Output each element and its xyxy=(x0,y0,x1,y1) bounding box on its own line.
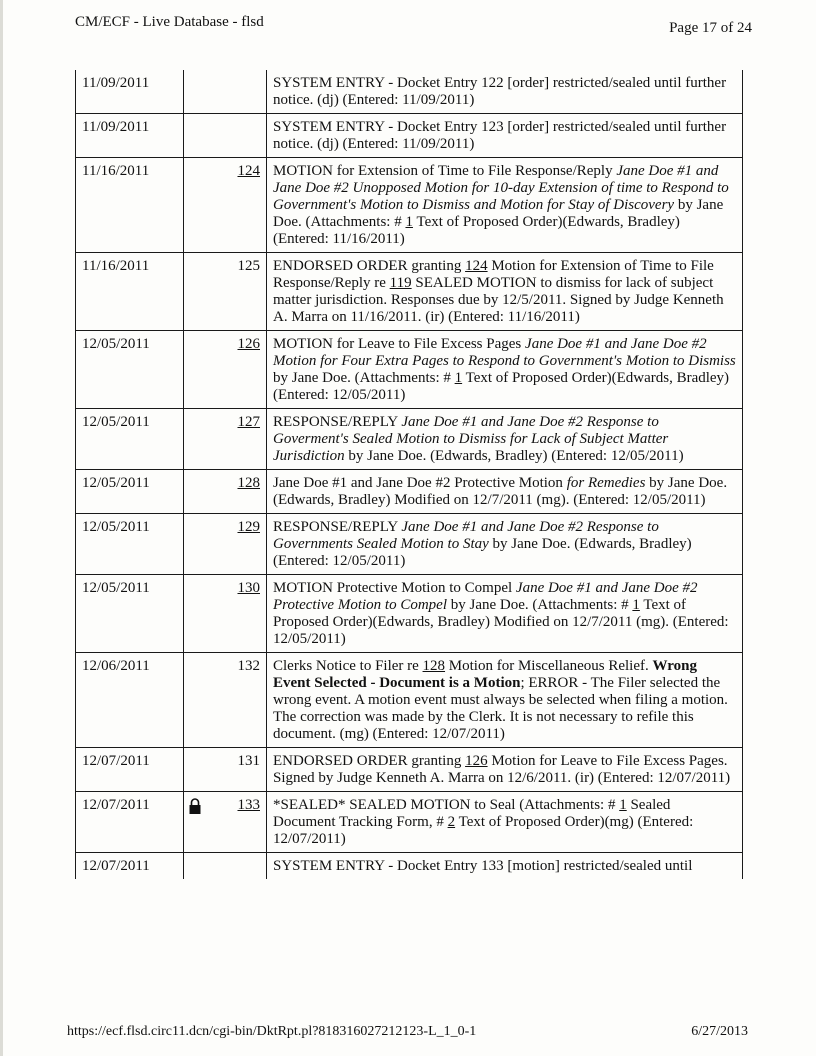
docket-number[interactable]: 130 xyxy=(237,580,260,596)
docket-row xyxy=(76,653,743,748)
docket-number-cell xyxy=(184,792,267,853)
docket-link[interactable]: 1 xyxy=(632,597,640,613)
docket-text-segment: RESPONSE/REPLY xyxy=(273,414,402,430)
docket-number-cell xyxy=(184,575,267,653)
footer-date: 6/27/2013 xyxy=(691,1024,748,1039)
docket-link[interactable]: 119 xyxy=(389,275,412,291)
header-title: CM/ECF - Live Database - flsd xyxy=(75,14,264,30)
docket-link[interactable]: 1 xyxy=(405,214,413,230)
docket-number[interactable]: 126 xyxy=(237,336,260,352)
docket-number: 125 xyxy=(237,258,260,274)
docket-date: 12/05/2011 xyxy=(76,514,184,575)
docket-text-italic: Jane Doe #1 and Jane Doe #2 Motion for Four Extra Pages to Respond to Government's Motion to Dismiss xyxy=(273,336,736,369)
docket-row xyxy=(76,575,743,653)
docket-date: 12/07/2011 xyxy=(76,792,184,853)
docket-text-italic: Jane Doe #1 and Jane Doe #2 Response to Governments Sealed Motion to Stay xyxy=(273,519,659,552)
docket-text xyxy=(267,853,743,880)
docket-text-segment: by Jane Doe. (Attachments: # xyxy=(273,197,724,230)
docket-text-segment: RESPONSE/REPLY xyxy=(273,519,402,535)
docket-row xyxy=(76,470,743,514)
docket-number-cell xyxy=(184,470,267,514)
docket-text xyxy=(267,514,743,575)
docket-row xyxy=(76,114,743,158)
docket-text-segment: Text of Proposed Order)(Edwards, Bradley) (Entered: 12/05/2011) xyxy=(273,370,730,403)
docket-text xyxy=(267,253,743,331)
docket-date: 12/05/2011 xyxy=(76,470,184,514)
docket-text-segment: Motion for Leave to File Excess Pages. Signed by Judge Kenneth A. Marra on 12/6/2011. (ir) (Entered: 12/07/2011) xyxy=(273,753,731,786)
docket-number-cell xyxy=(184,158,267,253)
docket-text-segment: MOTION for Leave to File Excess Pages xyxy=(273,336,526,352)
docket-link[interactable]: 124 xyxy=(465,258,488,274)
docket-text-segment: *SEALED* SEALED MOTION to Seal (Attachments: # xyxy=(273,797,620,813)
docket-text xyxy=(267,470,743,514)
docket-number-cell xyxy=(184,70,267,114)
docket-text-segment: SYSTEM ENTRY - Docket Entry 123 [order] restricted/sealed until further notice. (dj) (Entered: 11/09/2011) xyxy=(273,119,727,152)
docket-text xyxy=(267,331,743,409)
docket-row xyxy=(76,409,743,470)
docket-number-cell xyxy=(184,514,267,575)
docket-text-segment: Text of Proposed Order)(mg) (Entered: 12/07/2011) xyxy=(273,814,694,847)
docket-link[interactable]: 128 xyxy=(422,658,446,674)
docket-date: 12/05/2011 xyxy=(76,331,184,409)
docket-date: 12/05/2011 xyxy=(76,409,184,470)
docket-text xyxy=(267,748,743,792)
docket-number-cell xyxy=(184,331,267,409)
docket-text-segment: Jane Doe #1 and Jane Doe #2 Protective Motion xyxy=(273,475,567,491)
docket-text-segment: by Jane Doe. (Edwards, Bradley) Modified on 12/7/2011 (mg). (Entered: 12/05/2011) xyxy=(273,475,728,508)
docket-date: 12/05/2011 xyxy=(76,575,184,653)
docket-text xyxy=(267,792,743,853)
docket-number-cell xyxy=(184,253,267,331)
docket-date: 11/16/2011 xyxy=(76,253,184,331)
docket-link[interactable]: 1 xyxy=(454,370,463,386)
docket-row xyxy=(76,253,743,331)
docket-row xyxy=(76,158,743,253)
footer-url: https://ecf.flsd.circ11.dcn/cgi-bin/DktRpt.pl?818316027212123-L_1_0-1 xyxy=(67,1024,477,1039)
docket-text xyxy=(267,575,743,653)
docket-link[interactable]: 126 xyxy=(465,753,488,769)
docket-text-segment: Text of Proposed Order)(Edwards, Bradley) (Entered: 11/16/2011) xyxy=(273,214,680,247)
docket-text xyxy=(267,409,743,470)
docket-number: 132 xyxy=(237,658,260,674)
docket-text-segment: Motion for Extension of Time to File Response/Reply re xyxy=(273,258,714,291)
docket-text-segment: ENDORSED ORDER granting xyxy=(273,258,466,274)
docket-number-cell xyxy=(184,853,267,880)
docket-number[interactable]: 129 xyxy=(237,519,260,535)
docket-row xyxy=(76,70,743,114)
docket-number-cell xyxy=(184,409,267,470)
docket-date: 11/09/2011 xyxy=(76,114,184,158)
docket-text-bold: Wrong Event Selected - Document is a Motion xyxy=(273,658,697,691)
docket-row xyxy=(76,792,743,853)
docket-text-italic: for Remedies xyxy=(566,475,646,491)
docket-date: 12/06/2011 xyxy=(76,653,184,748)
docket-link[interactable]: 1 xyxy=(619,797,627,813)
docket-number-cell xyxy=(184,114,267,158)
docket-text-segment: ; ERROR - The Filer selected the wrong event. A motion event must always be selected when filing a motion. The correction was made by the Clerk. It is not necessary to refile this document. (mg) (Entered: 12/07/2011) xyxy=(273,675,728,742)
docket-text-italic: Jane Doe #1 and Jane Doe #2 Unopposed Motion for 10-day Extension of time to Respond to Government's Motion to Dismiss and Motion for Stay of Discovery xyxy=(273,163,729,213)
docket-date: 11/09/2011 xyxy=(76,70,184,114)
docket-date: 11/16/2011 xyxy=(76,158,184,253)
docket-row xyxy=(76,853,743,880)
docket-text-segment: SYSTEM ENTRY - Docket Entry 133 [motion] restricted/sealed until xyxy=(273,858,693,874)
docket-table xyxy=(75,70,743,879)
docket-link[interactable]: 2 xyxy=(447,814,456,830)
docket-number: 131 xyxy=(237,753,260,769)
docket-row xyxy=(76,331,743,409)
header-page-number: Page 17 of 24 xyxy=(669,20,752,36)
docket-number-cell xyxy=(184,653,267,748)
docket-number[interactable]: 127 xyxy=(237,414,260,430)
docket-text-segment: by Jane Doe. (Edwards, Bradley) (Entered: 12/05/2011) xyxy=(273,536,692,569)
docket-text-italic: Jane Doe #1 and Jane Doe #2 Protective Motion to Compel xyxy=(273,580,698,613)
docket-text xyxy=(267,158,743,253)
docket-number[interactable]: 133 xyxy=(237,797,260,813)
lock-icon xyxy=(188,797,202,815)
docket-text xyxy=(267,114,743,158)
docket-date: 12/07/2011 xyxy=(76,853,184,880)
docket-row xyxy=(76,514,743,575)
docket-text-segment: Clerks Notice to Filer re xyxy=(273,658,423,674)
docket-number[interactable]: 128 xyxy=(237,475,260,491)
docket-text-segment: by Jane Doe. (Edwards, Bradley) (Entered: 12/05/2011) xyxy=(344,448,684,464)
docket-row xyxy=(76,748,743,792)
docket-text-segment: ENDORSED ORDER granting xyxy=(273,753,466,769)
docket-text-segment: SYSTEM ENTRY - Docket Entry 122 [order] restricted/sealed until further notice. (dj) (Entered: 11/09/2011) xyxy=(273,75,727,108)
docket-text-segment: Text of Proposed Order)(Edwards, Bradley) Modified on 12/7/2011 (mg). (Entered: 12/05/2011) xyxy=(273,597,729,647)
docket-text-segment: by Jane Doe. (Attachments: # xyxy=(273,370,455,386)
page-edge xyxy=(0,0,3,1056)
docket-number-cell xyxy=(184,748,267,792)
docket-date: 12/07/2011 xyxy=(76,748,184,792)
docket-text-segment: MOTION Protective Motion to Compel xyxy=(273,580,516,596)
docket-text-italic: Jane Doe #1 and Jane Doe #2 Response to Goverment's Sealed Motion to Dismiss for Lack of Subject Matter Jurisdiction xyxy=(273,414,669,464)
docket-text xyxy=(267,70,743,114)
docket-text-segment: Sealed Document Tracking Form, # xyxy=(273,797,671,830)
docket-text-segment: MOTION for Extension of Time to File Response/Reply xyxy=(273,163,617,179)
docket-text-segment: Motion for Miscellaneous Relief. xyxy=(445,658,653,674)
docket-number[interactable]: 124 xyxy=(237,163,260,179)
docket-text-segment: SEALED MOTION to dismiss for lack of subject matter jurisdiction. Responses due by 12/5/2011. Signed by Judge Kenneth A. Marra on 11/16/2011. (ir) (Entered: 11/16/2011) xyxy=(273,275,724,325)
docket-text-segment: by Jane Doe. (Attachments: # xyxy=(447,597,633,613)
docket-text xyxy=(267,653,743,748)
